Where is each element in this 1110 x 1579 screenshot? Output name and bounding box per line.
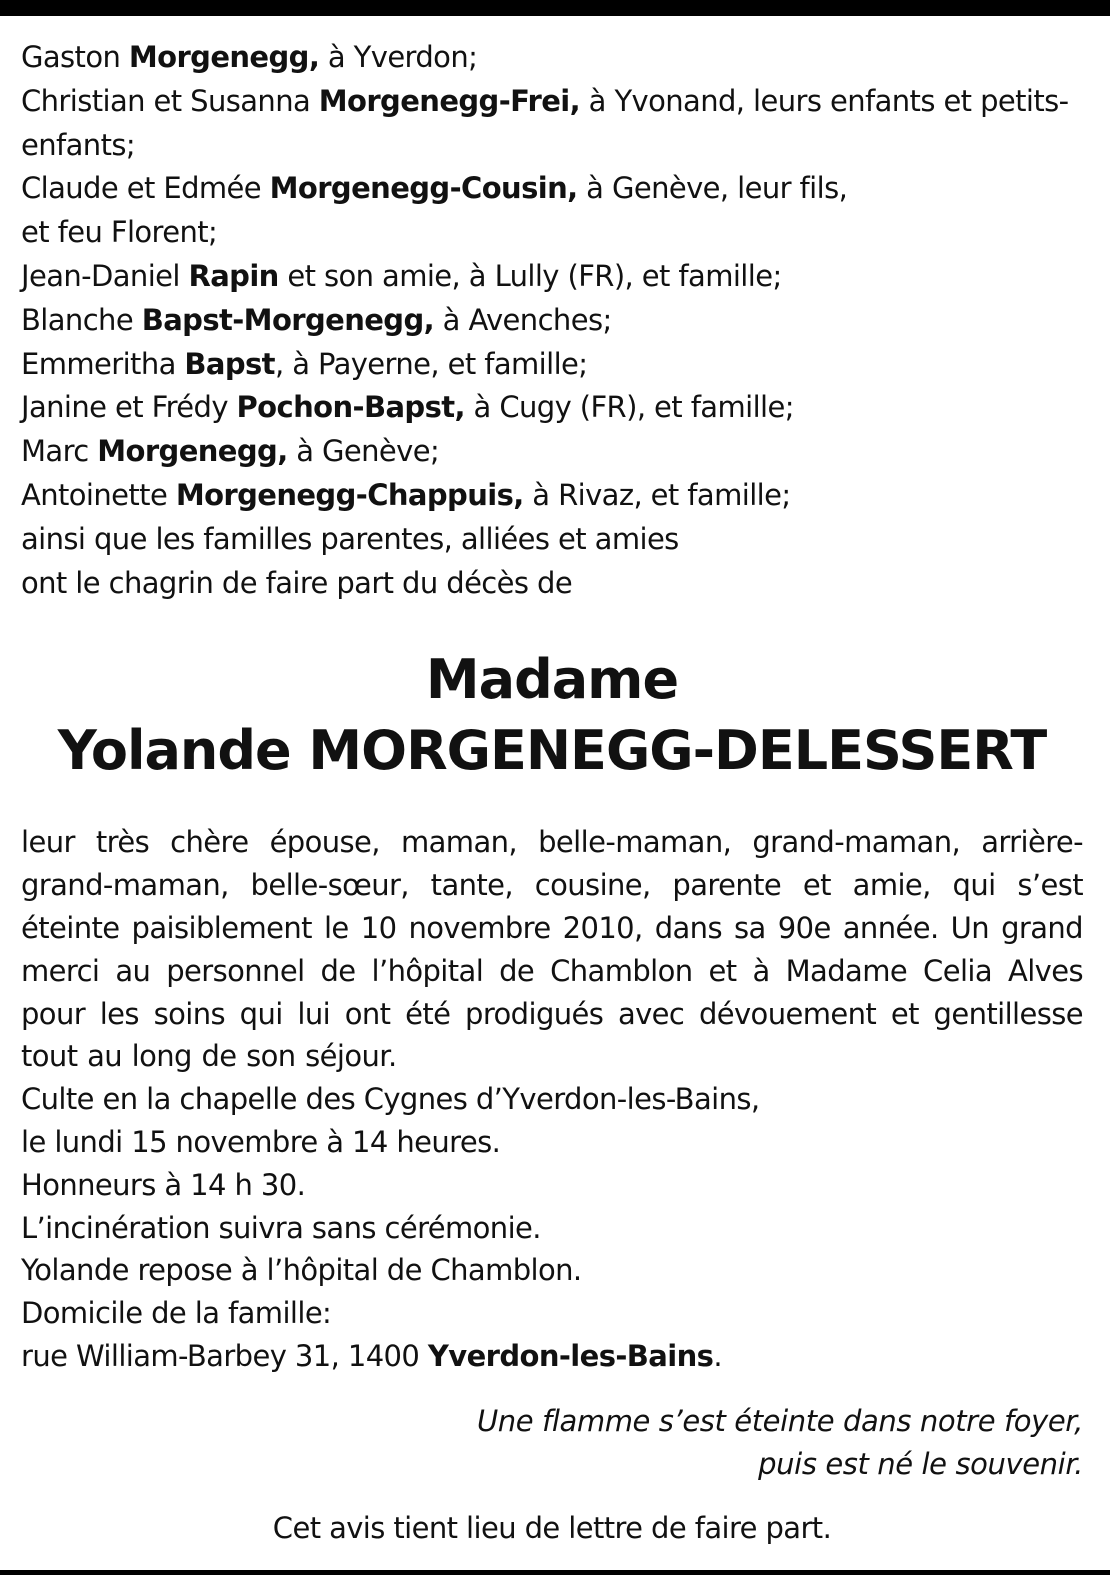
address-street: rue William-Barbey 31, 1400 — [21, 1338, 428, 1373]
family-surname: Morgenegg-Cousin, — [269, 171, 578, 206]
family-location: à Cugy (FR), et famille; — [464, 390, 794, 425]
tribute-paragraph: leur très chère épouse, maman, belle-maman, grand-maman, arrière-grand-maman, belle-sœur, tante, cousine, parente et amie, qui s’est éteinte paisiblement le 10 novembre 2010, dans sa 90e année. Un grand merci au personnel de l’hôpital de Chamblon et à Madame Celia Alves pour les soins qui lui ont été prodigués avec dévouement et gentillesse tout au long de son séjour. — [21, 825, 1083, 1074]
detail-line: Culte en la chapelle des Cygnes d’Yverdon-les-Bains, — [21, 1082, 760, 1117]
top-rule — [0, 0, 1110, 16]
family-member-name: Blanche — [21, 302, 142, 337]
deceased-name: Yolande MORGENEGG-DELESSERT — [57, 719, 1047, 783]
family-member-name: Claude et Edmée — [21, 171, 270, 206]
service-details — [21, 1078, 1083, 1378]
family-surname: Morgenegg, — [97, 434, 288, 469]
family-line — [21, 80, 1083, 168]
family-surname: Morgenegg, — [128, 40, 320, 74]
family-member-name: Janine et Frédy — [21, 390, 237, 425]
family-member-name: Christian et Susanna — [21, 83, 319, 118]
family-surname: Morgenegg-Chappuis, — [175, 477, 524, 512]
family-line — [21, 299, 1083, 343]
detail-line: le lundi 15 novembre à 14 heures. — [21, 1124, 501, 1159]
family-surname: Bapst-Morgenegg, — [141, 302, 435, 337]
detail-line: Honneurs à 14 h 30. — [21, 1167, 306, 1202]
family-member-name: Marc — [21, 434, 98, 469]
family-location: et feu Florent; — [21, 215, 218, 250]
deceased-heading — [21, 645, 1083, 787]
family-surname: Morgenegg-Frei, — [318, 83, 581, 118]
family-list — [21, 36, 1083, 605]
family-member-name: Gaston — [21, 40, 129, 74]
family-line — [21, 211, 1083, 255]
family-location: et son amie, à Lully (FR), et famille; — [278, 258, 782, 293]
family-surname: Bapst — [184, 346, 275, 381]
family-location: à Rivaz, et famille; — [523, 477, 791, 512]
family-location: à Yvonand, leurs enfants et petits-enfants; — [21, 83, 1069, 162]
bottom-rule — [0, 1570, 1110, 1575]
detail-line: L’incinération suivra sans cérémonie. — [21, 1210, 541, 1245]
family-address — [21, 1335, 1083, 1378]
family-line — [21, 167, 1083, 211]
obituary-notice — [21, 36, 1083, 1550]
detail-line: Domicile de la famille: — [21, 1296, 332, 1331]
family-line — [21, 255, 1083, 299]
intro-line: ainsi que les familles parentes, alliées et amies — [21, 521, 679, 556]
family-surname: Rapin — [188, 258, 279, 293]
family-location: à Yverdon; — [319, 40, 478, 74]
family-location: à Genève, leur fils, — [577, 171, 848, 206]
family-location: à Genève; — [287, 434, 440, 469]
family-line — [21, 343, 1083, 387]
memorial-quote — [21, 1400, 1083, 1486]
quote-line: Une flamme s’est éteinte dans notre foyer, — [476, 1403, 1083, 1438]
family-line — [21, 430, 1083, 474]
family-member-name: Jean-Daniel — [21, 258, 189, 293]
family-member-name: Emmeritha — [21, 346, 185, 381]
closing-notice: Cet avis tient lieu de lettre de faire part. — [272, 1510, 832, 1545]
family-surname: Pochon-Bapst, — [236, 390, 465, 425]
family-line — [21, 36, 1083, 80]
deceased-title: Madame — [425, 648, 679, 712]
detail-line: Yolande repose à l’hôpital de Chamblon. — [21, 1253, 582, 1288]
family-line — [21, 474, 1083, 518]
address-end: . — [713, 1338, 722, 1373]
family-location: , à Payerne, et famille; — [274, 346, 588, 381]
family-line — [21, 386, 1083, 430]
intro-line: ont le chagrin de faire part du décès de — [21, 565, 573, 600]
family-location: à Avenches; — [434, 302, 612, 337]
family-member-name: Antoinette — [21, 477, 176, 512]
address-city: Yverdon-les-Bains — [427, 1338, 714, 1373]
quote-line: puis est né le souvenir. — [758, 1446, 1083, 1481]
